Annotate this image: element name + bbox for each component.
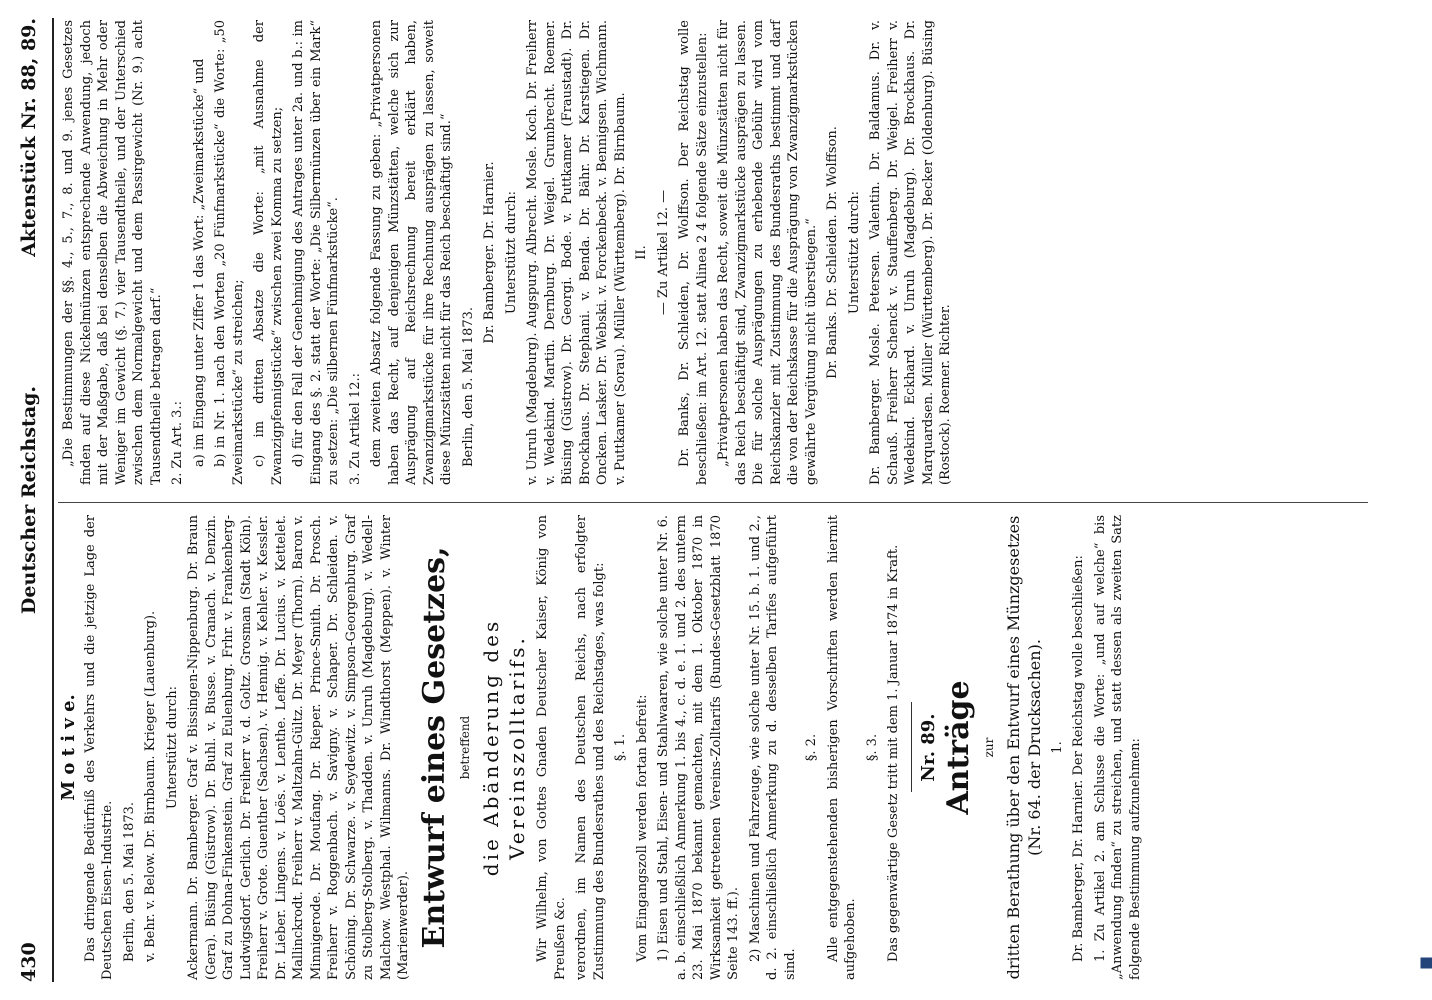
article-3-label: 2. Zu Art. 3.: [170, 401, 185, 485]
dfg-sidebar [1418, 10, 1430, 990]
section-rule [911, 703, 912, 793]
verordnen: verordnen, im Namen des Deutschen Reichs, nach erfolgter Zustimmung des Bundesrathes und des Reichstages, was folgt: [574, 515, 607, 980]
dritten-berathung: dritten Berathung über den Entwurf eines Münzgesetzes (Nr. 64. der Drucksachen). [1003, 515, 1044, 980]
signers-1: v. Behr. v. Below. Dr. Birnbaum. Krieger (Lauenburg). [143, 610, 158, 962]
banks-quote: „Privatpersonen haben das Recht, soweit die Münzstätten nicht für das Reich beschäftigt sind, Zwanzigmarkstücke ausprägen zu lassen. Die für solche Ausprägungen zu erhebende Gebühr wird vom Reichskanzler mit Zustimmung des Bundesraths bestimmt und darf die von der Reichskasse für die Ausprägung von Zwanzigmarkstücken gewährte Vergütung nicht überstiegen.“ [716, 20, 819, 485]
paragraph-1-text: Vom Eingangszoll werden fortan befreit: [634, 694, 650, 962]
nr-89: Nr. 89. [917, 713, 939, 782]
article-12-text: dem zweiten Absatz folgende Fassung zu geben: „Privatpersonen haben das Recht, auf denjenigen Münzstätten, welche sich zur Ausprägung auf Reichsrechnung bereit erklärt haben, Zwanzigmarkstücke für ihre Rechnung ausprägen zu lassen, soweit diese Münzstätten nicht für das Reich beschäftigt sind.“ [369, 20, 454, 485]
article-3-b: b) in Nr. 1. nach den Worten „20 Fünfmarkstücke“ die Worte: „50 Zweimarkstücke“ zu streichen; [213, 20, 246, 485]
dfg-logo [1421, 958, 1432, 969]
article-3-c: c) im dritten Absatze die Worte: „mit Ausnahme der Zwanzigpfennigstücke“ zwischen zwei Komma zu setzen; [252, 20, 285, 485]
law-betreffend: betreffend [457, 715, 472, 780]
signers-2: Dr. Bamberger. Dr. Harnier. [482, 161, 497, 344]
page-number: 430 [18, 942, 40, 982]
supported-label-1: Unterstützt durch: [164, 685, 180, 810]
quote-1: „Die Bestimmungen der §§. 4., 5., 7., 8. und 9. jenes Gesetzes finden auf diese Nickelmünzen entsprechende Anwendung, jedoch mit der Maßgabe, daß bei denselben die Abweichung in Mehr oder Weniger im Gewicht (§. 7.) vier Tausendtheile, und der Unterschied zwischen dem Normalgewicht und dem Passirgewicht (Nr. 9.) acht Tausendtheile betragen darf.“ [61, 20, 164, 485]
law-title: Entwurf eines Gesetzes, [416, 546, 452, 949]
number-1: 1. [1049, 741, 1065, 754]
column-divider [58, 502, 1368, 503]
article-12-label: 3. Zu Artikel 12.: [347, 373, 363, 485]
date-1: Berlin, den 5. Mai 1873. [121, 801, 137, 962]
banks-signers: Dr. Banks. Dr. Schleiden. Dr. Wolffson. [825, 126, 840, 379]
item-2: 2) Maschinen und Fahrzeuge, wie solche unter Nr. 15. b. 1. und 2., d. 2. einschließlich Anmerkung zu d. desselben Tarifes aufgeführt sind. [747, 515, 798, 980]
header-rule [52, 18, 54, 982]
page-header [18, 18, 48, 982]
supporters-2: v. Unruh (Magdeburg). Augspurg. Albrecht. Mosle. Koch. Dr. Freiherr v. Wedekind. Martin. Dernburg. Dr. Weigel. Grumbrecht. Roemer. Büsing (Güstrow). Dr. Georgi. Bode. v. Puttkamer (Fraustadt). Dr. Brockhaus. Dr. Stephani. v. Benda. Dr. Bähr. Dr. Karstiegen. Dr. Oncken. Lasker. Dr. Webski. v. Forckenbeck. v. Bennigsen. Wichmann. v. Puttkamer (Sorau). Müller (Württemberg). Dr. Birnbaum. [525, 20, 628, 485]
article-3-d: d) für den Fall der Genehmigung des Antrages unter 2a. und b.: im Eingang des §. 2. statt der Worte: „Die Silbermünzen über ein Mark“ zu setzen: „Die silbernen Fünfmarkstücke“. [291, 20, 341, 485]
motive-title: M o t i v e. [58, 694, 79, 801]
roman-2: II. [634, 245, 649, 260]
paragraph-2-text: Alle entgegenstehenden bisherigen Vorschriften werden hiermit aufgehoben. [825, 515, 858, 980]
paragraph-2: §. 2. [804, 733, 819, 762]
paragraph-1: §. 1. [613, 733, 628, 762]
paragraph-3-text: Das gegenwärtige Gesetz tritt mit dem 1. Januar 1874 in Kraft. [886, 544, 901, 962]
law-subject: die Abänderung des Vereinszolltarifs. [479, 618, 529, 877]
supported-label-2: Unterstützt durch: [503, 190, 519, 315]
zu-artikel-12: — Zu Artikel 12. — [655, 189, 671, 316]
zur: zur [982, 737, 996, 758]
article-3-a: a) im Eingang unter Ziffer 1 das Wort: „Zweimarkstücke“ und [191, 58, 207, 467]
bamberger-text: Dr. Bamberger, Dr. Harnier. Der Reichstag wolle beschließen: [1071, 555, 1086, 962]
left-column [60, 515, 1148, 980]
right-column [60, 20, 959, 485]
header-title: Deutscher Reichstag. [18, 385, 40, 615]
item-1: 1) Eisen und Stahl, Eisen- und Stahlwaaren, wie solche unter Nr. 6. a. b. einschließlich Anmerkung 1. bis 4., c. d. e. 1. und 2. des unterm 23. Mai 1870 bekannt gemachten, mit dem 1. Oktober 1870 in Wirksamkeit getretenen Vereins-Zolltarifs (Bundes-Gesetzblatt 1870 Seite 143. ff.). [656, 515, 741, 980]
motive-text: Das dringende Bedürfniß des Verkehrs und die jetzige Lage der Deutschen Eisen-Industrie. [82, 515, 115, 980]
supporters-1: Ackermann. Dr. Bamberger. Graf v. Bissingen-Nippenburg. Dr. Braun (Gera). Büsing (Güstrow). Dr. Buhl. v. Busse. v. Cranach. v. Denzin. Graf zu Dohna-Finkenstein. Graf zu Eulenburg. Frhr. v. Frankenberg-Ludwigsdorf. Gerlich. Dr. Freiherr v. d. Goltz. Grosman (Stadt Köln). Freiherr v. Grote. Guenther (Sachsen). v. Hennig. v. Kehler. v. Kessler. Dr. Lieber. Lingens. v. Loës. v. Lenthe. Leffe. Dr. Lucius. v. Kettelet. Mallinckrodt. Freiherr v. Maltzahn-Gültz. Dr. Meyer (Thorn). Baron v. Minnigerode. Dr. Moufang. Dr. Rieper. Prince-Smith. Dr. Prosch. Freiherr v. Roggenbach. v. Savigny. v. Schaper. Dr. Schleiden. v. Schöning. Dr. Schwarze. v. Seydewitz. v. Simpson-Georgenburg. Graf zu Stolberg-Stolberg. v. Thadden. v. Unruh (Magdeburg). v. Wedell-Malchow. Westphal. Wilmanns. Dr. Windthorst (Meppen). v. Winter (Marienwerder). [186, 515, 411, 980]
supporters-3: Dr. Bamberger. Mosle. Petersen. Valentin. Dr. Baldamus. Dr. v. Schauß. Freiherr Schenck v. Stauffenberg. Dr. Weigel. Freiherr v. Wedekind. Eckhard. v. Unruh (Magdeburg). Dr. Brockhaus. Dr. Marquardsen. Müller (Württemberg). Dr. Becker (Oldenburg). Büsing (Rostock). Roemer. Richter. [868, 20, 953, 485]
banks-text: Dr. Banks, Dr. Schleiden, Dr. Wolffson. Der Reichstag wolle beschließen: im Art. 12. statt Alinea 2 4 folgende Sätze einzustellen: [677, 20, 710, 485]
date-2: Berlin, den 5. Mai 1873. [460, 306, 476, 467]
header-aktenstueck: Aktenstück Nr. 88, 89. [18, 18, 40, 257]
wir-wilhelm: Wir Wilhelm, von Gottes Gnaden Deutscher Kaiser, König von Preußen &c. [535, 515, 568, 980]
antraege-title: Anträge [941, 680, 976, 815]
supported-label-3: Unterstützt durch: [846, 190, 862, 315]
article-2-amendment: 1. Zu Artikel 2. am Schlusse die Worte: „und auf welche“ bis „Anwendung finden“ zu streichen, und statt dessen als zweiten Satz folgende Bestimmung aufzunehmen: [1092, 515, 1143, 980]
paragraph-3: §. 3. [864, 733, 880, 762]
